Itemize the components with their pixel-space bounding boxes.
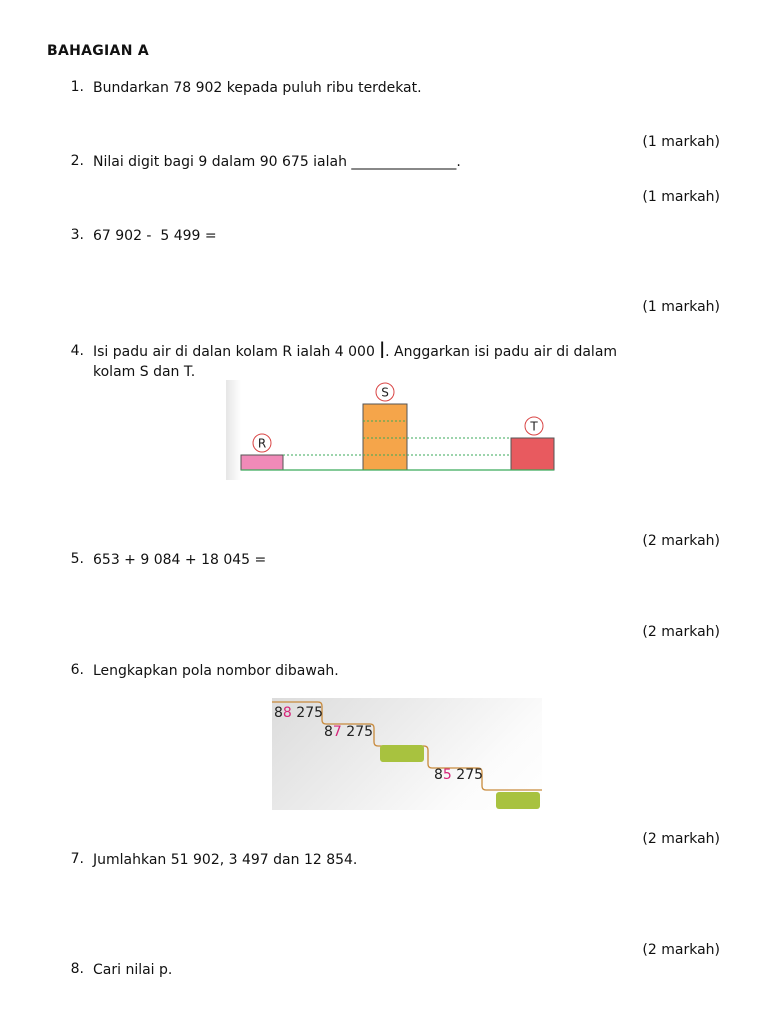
section-title: BAHAGIAN A [47,43,150,59]
question-text: Jumlahkan 51 902, 3 497 dan 12 854. [93,852,358,868]
question-number: 8. [70,961,84,977]
question-text: Bundarkan 78 902 kepada puluh ribu terdekat. [93,80,422,96]
marks-label: (1 markah) [642,299,720,315]
question-number: 3. [70,227,84,243]
marks-label: (1 markah) [642,134,720,150]
number-pattern-figure [272,698,542,810]
pool-label-s: S [381,385,389,400]
question-text: Nilai digit bagi 9 dalam 90 675 ialah _______________. [93,154,461,170]
question-text-part: kolam S dan T. [93,364,196,380]
question-text: 67 902 - 5 499 = [93,228,217,244]
pool-s [363,404,407,470]
pool-label-t: T [530,419,538,434]
question-number: 6. [70,662,84,678]
marks-label: (2 markah) [642,624,720,640]
pools-diagram [226,380,566,480]
question-number: 7. [70,851,84,867]
question-number: 4. [70,343,84,359]
pool-label-r: R [257,436,267,451]
question-text: Lengkapkan pola nombor dibawah. [93,663,339,679]
question-text [93,339,713,382]
question-text-part: . Anggarkan isi padu air di dalam [385,344,618,360]
pool-r [241,455,283,470]
question-number: 1. [70,79,84,95]
pattern-number: 85 275 [434,767,484,783]
answer-blank[interactable] [496,792,540,809]
question-number: 2. [70,153,84,169]
litre-unit: l [379,339,386,363]
answer-blank[interactable] [380,745,424,762]
question-text-part: Isi padu air di dalan kolam R ialah 4 000 [93,344,380,360]
pattern-number: 88 275 [274,705,324,721]
question-text: 653 + 9 084 + 18 045 = [93,552,267,568]
marks-label: (2 markah) [642,533,720,549]
marks-label: (1 markah) [642,189,720,205]
pools-figure [226,380,566,480]
pattern-number: 87 275 [324,724,374,740]
question-text: Cari nilai p. [93,962,173,978]
marks-label: (2 markah) [642,831,720,847]
pool-t [511,438,554,470]
marks-label: (2 markah) [642,942,720,958]
question-number: 5. [70,551,84,567]
